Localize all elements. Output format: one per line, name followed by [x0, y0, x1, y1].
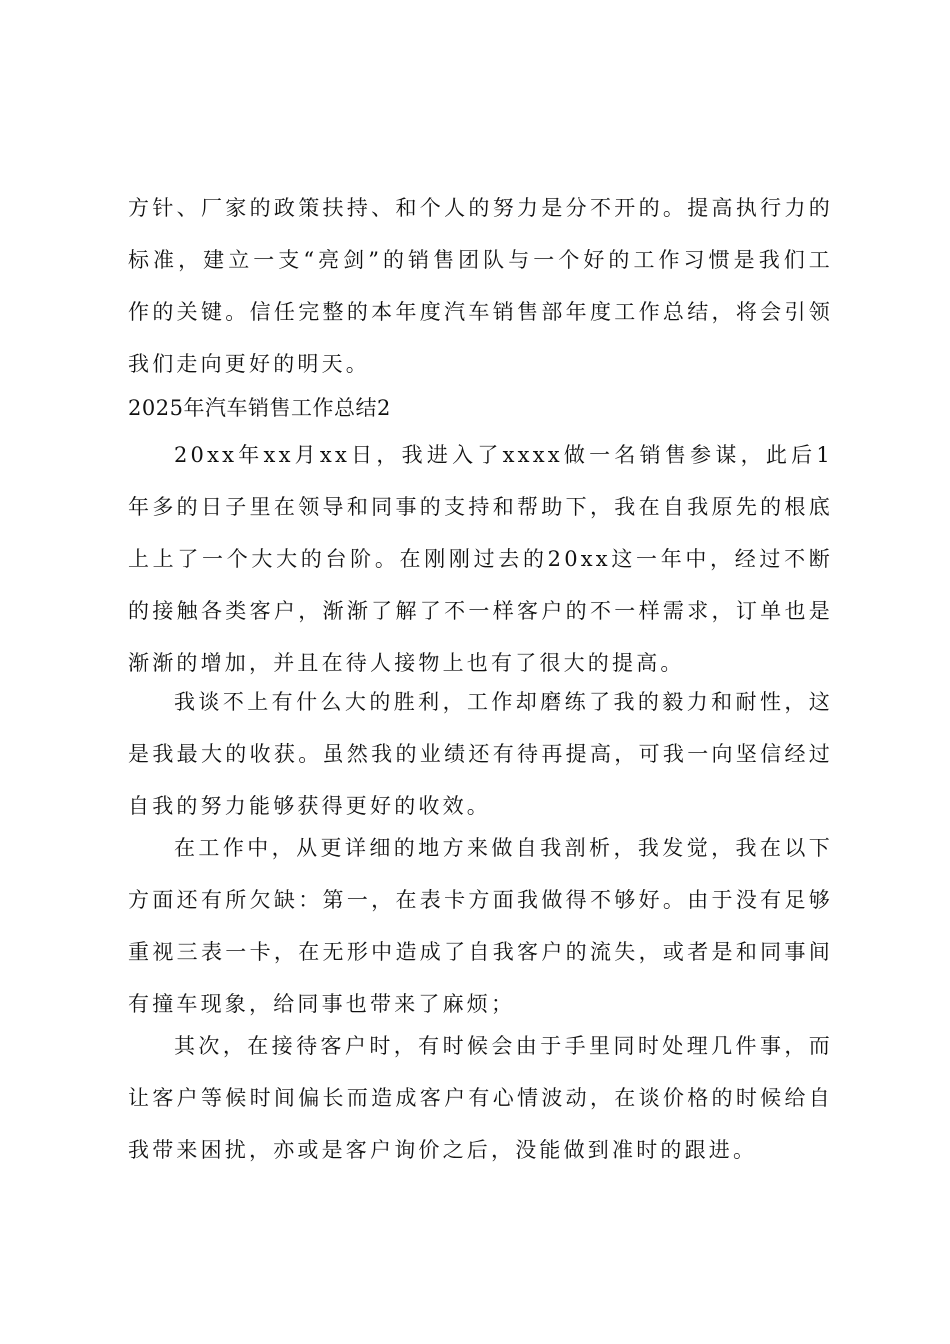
paragraph — [128, 1020, 833, 1176]
paragraph-text: 我谈不上有什么大的胜利，工作却磨练了我的毅力和耐性，这是我最大的收获。虽然我的业绩还有待再提高，可我一向坚信经过自我的努力能够获得更好的收效。 — [128, 690, 833, 818]
section-heading — [128, 382, 833, 434]
paragraph — [128, 676, 833, 832]
paragraph — [128, 429, 833, 689]
paragraph-text: 方针、厂家的政策扶持、和个人的努力是分不开的。提高执行力的标准，建立一支“亮剑”的销售团队与一个好的工作习惯是我们工作的关键。信任完整的本年度汽车销售部年度工作总结，将会引领我们走向更好的明天。 — [128, 196, 833, 376]
paragraph-text: 在工作中，从更详细的地方来做自我剖析，我发觉，我在以下方面还有所欠缺：第一，在表卡方面我做得不够好。由于没有足够重视三表一卡，在无形中造成了自我客户的流失，或者是和同事间有撞车现象，给同事也带来了麻烦； — [128, 836, 833, 1016]
continued-paragraph — [128, 182, 833, 390]
paragraph-text: 其次，在接待客户时，有时候会由于手里同时处理几件事，而让客户等候时间偏长而造成客户有心情波动，在谈价格的时候给自我带来困扰，亦或是客户询价之后，没能做到准时的跟进。 — [128, 1034, 833, 1162]
paragraph — [128, 822, 833, 1030]
paragraph-text: 20xx年xx月xx日，我进入了xxxx做一名销售参谋，此后1年多的日子里在领导和同事的支持和帮助下，我在自我原先的根底上上了一个大大的台阶。在刚刚过去的20xx这一年中，经过不断的接触各类客户，渐渐了解了不一样客户的不一样需求，订单也是渐渐的增加，并且在待人接物上也有了很大的提高。 — [128, 443, 833, 675]
section-heading-text: 2025年汽车销售工作总结2 — [128, 396, 391, 420]
